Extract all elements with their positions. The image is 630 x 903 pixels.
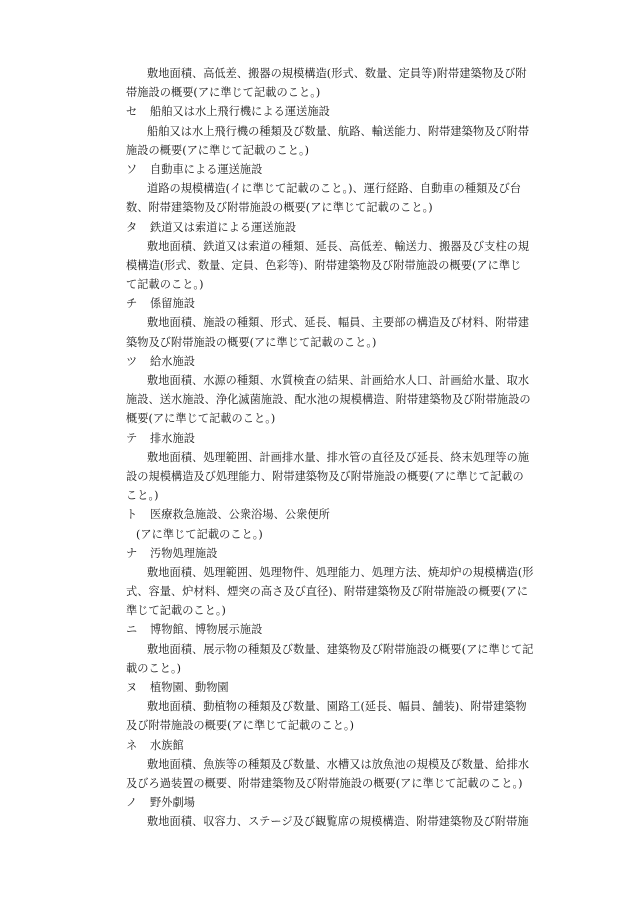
body-text-line: 敷地面積、収容力、ステージ及び観覧席の規模構造、附帯建築物及び附帯施 <box>147 815 529 829</box>
body-text-line: こと。) <box>126 489 159 503</box>
section-marker: ノ <box>126 796 138 810</box>
section-marker: セ <box>126 105 138 119</box>
section-title: 船舶又は水上飛行機による運送施設 <box>150 105 330 119</box>
body-text-line: 船舶又は水上飛行機の種類及び数量、航路、輸送能力、附帯建築物及び附帯 <box>147 124 530 138</box>
section-title: 汚物処理施設 <box>150 546 218 560</box>
body-text-line: 準じて記載のこと。) <box>126 604 226 618</box>
section-title: 水族館 <box>150 738 184 752</box>
body-text-line: 帯施設の概要(アに準じて記載のこと。) <box>126 86 321 100</box>
body-text-line: 敷地面積、水源の種類、水質検査の結果、計画給水人口、計画給水量、取水 <box>147 374 530 387</box>
note-line: (アに準じて記載のこと。) <box>136 527 263 541</box>
body-text-line: 載のこと。) <box>126 661 182 675</box>
section-title: 給水施設 <box>150 354 195 368</box>
body-text-line: 敷地面積、施設の種類、形式、延長、幅員、主要部の構造及び材料、附帯建 <box>147 316 530 330</box>
body-text-line: 敷地面積、処理範囲、計画排水量、排水管の直径及び延長、終末処理等の施 <box>147 450 530 464</box>
section-title: 博物館、博物展示施設 <box>150 623 263 637</box>
section-heading <box>126 102 548 121</box>
body-text-line: 施設、送水施設、浄化滅菌施設、配水池の規模構造、附帯建築物及び附帯施設の <box>126 393 531 407</box>
section-title: 鉄道又は索道による運送施設 <box>150 220 297 234</box>
section-marker: ヌ <box>126 681 138 694</box>
body-text-line: 道路の規模構造(イに準じて記載のこと。)、運行経路、自動車の種類及び台 <box>147 182 522 196</box>
body-text-line: 数、附帯建築物及び附帯施設の概要(アに準じて記載のこと。) <box>126 201 433 215</box>
document-body <box>126 64 548 832</box>
section-heading <box>126 429 548 448</box>
body-text-line: 施設の概要(アに準じて記載のこと。) <box>126 143 310 157</box>
body-text-line: 敷地面積、処理範囲、処理物件、処理能力、処理方法、焼却炉の規模構造(形 <box>147 565 534 579</box>
section-marker: タ <box>126 220 138 234</box>
section-heading <box>126 678 548 697</box>
body-text-line: 築物及び附帯施設の概要(アに準じて記載のこと。) <box>126 335 377 349</box>
section-title: 医療救急施設、公衆浴場、公衆便所 <box>150 508 330 522</box>
body-text-line: 及びろ過装置の概要、附帯建築物及び附帯施設の概要(アに準じて記載のこと。) <box>126 776 523 790</box>
section-title: 植物園、動物園 <box>150 681 229 694</box>
body-text-line: 敷地面積、魚族等の種類及び数量、水槽又は放魚池の規模及び数量、給排水 <box>147 757 530 771</box>
section-heading <box>126 620 548 639</box>
section-heading <box>126 352 548 371</box>
section-title: 野外劇場 <box>150 796 195 810</box>
section-marker: ソ <box>126 162 138 176</box>
body-text-line: 及び附帯施設の概要(アに準じて記載のこと。) <box>126 719 354 733</box>
section-marker: ナ <box>126 546 138 560</box>
body-text-line: 敷地面積、鉄道又は索道の種類、延長、高低差、輸送力、搬器及び支柱の規 <box>147 239 530 253</box>
section-marker: チ <box>126 297 138 311</box>
section-heading <box>126 793 548 812</box>
section-marker: ニ <box>126 623 138 637</box>
body-text-line: 敷地面積、展示物の種類及び数量、建築物及び附帯施設の概要(アに準じて記 <box>147 642 534 656</box>
body-text-line: 敷地面積、動植物の種類及び数量、園路工(延長、幅員、舗装)、附帯建築物 <box>147 700 527 714</box>
section-heading <box>126 218 548 237</box>
section-title: 排水施設 <box>150 431 195 445</box>
section-title: 係留施設 <box>150 297 195 311</box>
section-heading <box>126 736 548 755</box>
section-heading <box>126 160 548 179</box>
section-marker: テ <box>126 431 138 445</box>
body-text-line: 概要(アに準じて記載のこと。) <box>126 412 276 426</box>
section-marker: ツ <box>126 354 138 368</box>
body-text-line: 式、容量、炉材料、煙突の高さ及び直径)、附帯建築物及び附帯施設の概要(アに <box>126 585 529 599</box>
section-marker: ネ <box>126 738 138 752</box>
body-text-line: 設の規模構造及び処理能力、附帯建築物及び附帯施設の概要(アに準じて記載の <box>126 469 524 483</box>
section-heading <box>126 544 548 563</box>
section-heading <box>126 294 548 313</box>
body-text-line: 敷地面積、高低差、搬器の規模構造(形式、数量、定員等)附帯建築物及び附 <box>147 67 527 80</box>
body-text-line: て記載のこと。) <box>126 278 204 292</box>
section-marker: ト <box>126 508 138 522</box>
section-title: 自動車による運送施設 <box>150 162 263 176</box>
body-text-line: 模構造(形式、数量、定員、色彩等)、附帯建築物及び附帯施設の概要(アに準じ <box>126 258 522 272</box>
section-heading <box>126 505 548 524</box>
